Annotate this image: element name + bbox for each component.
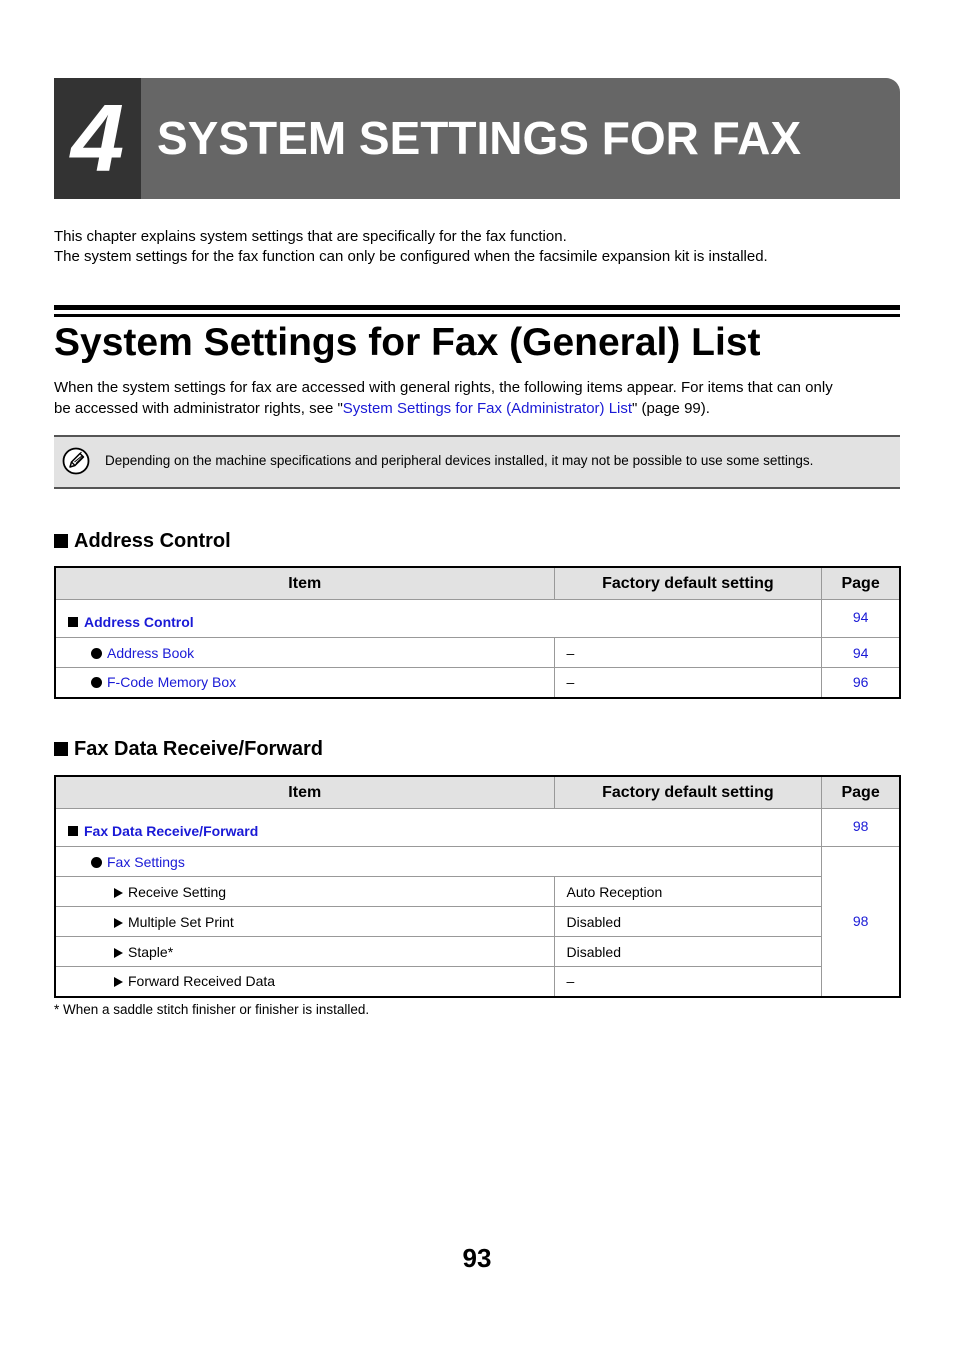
table-row [55,877,900,907]
item-label: Forward Received Data [128,973,276,990]
default-cell: – [554,967,822,997]
triangle-bullet-icon [114,948,123,958]
pencil-icon [62,447,90,475]
column-header-item: Item [55,567,554,600]
administrator-list-link[interactable]: System Settings for Fax (Administrator) List [342,400,633,417]
triangle-bullet-icon [114,977,123,987]
section-text-before-link: be accessed with administrator rights, see " [54,400,343,417]
default-cell: Auto Reception [554,877,822,907]
triangle-bullet-icon [114,888,123,898]
item-cell [55,967,554,997]
f-code-memory-box-link[interactable]: F-Code Memory Box [107,674,237,691]
table-row [55,809,900,847]
bullet-icon [91,648,102,659]
item-cell [55,638,554,668]
fax-settings-link[interactable]: Fax Settings [107,853,185,870]
group-cell [55,600,822,638]
square-bullet-icon [68,826,78,836]
table-row [55,937,900,967]
default-cell: – [554,638,822,668]
chapter-title: SYSTEM SETTINGS FOR FAX [157,112,802,164]
section-text-line-1: When the system settings for fax are accessed with general rights, the following items appear. For items that can only [54,379,833,396]
column-header-page: Page [822,776,900,809]
page-link[interactable]: 98 [822,809,900,847]
column-header-default: Factory default setting [554,567,822,600]
item-cell [55,877,554,907]
square-bullet-icon [54,534,68,548]
address-control-table [54,566,901,699]
table-row [55,967,900,997]
address-control-heading-text: Address Control [74,530,231,552]
table-header-row [55,776,900,809]
default-cell: – [554,668,822,698]
bullet-icon [91,857,102,868]
table-row [55,668,900,698]
item-cell [55,907,554,937]
chapter-number: 4 [70,85,125,192]
column-header-page: Page [822,567,900,600]
item-label: Receive Setting [128,883,227,900]
fax-data-receive-forward-link[interactable]: Fax Data Receive/Forward [84,822,259,839]
bullet-icon [91,677,102,688]
fax-data-heading [54,736,323,762]
item-cell [55,937,554,967]
page-link[interactable]: 94 [822,600,900,638]
table-header-row [55,567,900,600]
section-text-after-link: " (page 99). [632,400,710,417]
page-number: 93 [462,1243,492,1273]
group-cell [55,809,822,847]
item-label: Staple* [128,943,174,960]
item-label: Multiple Set Print [128,913,234,930]
table-row [55,638,900,668]
note-text: Depending on the machine specifications and peripheral devices installed, it may not be possible to use some settings. [105,453,814,468]
table-row [55,600,900,638]
fax-data-table [54,775,901,998]
triangle-bullet-icon [114,918,123,928]
footnote: * When a saddle stitch finisher or finisher is installed. [54,1002,370,1017]
intro-line-1: This chapter explains system settings that are specifically for the fax function. [54,228,567,245]
sub-group-cell [55,847,822,877]
section-description [54,377,900,419]
intro-line-2: The system settings for the fax function can only be configured when the facsimile expansion kit is installed. [54,248,768,265]
section-text-line-2 [54,398,900,419]
section-title: System Settings for Fax (General) List [54,321,761,364]
square-bullet-icon [54,742,68,756]
address-control-heading [54,528,231,554]
column-header-default: Factory default setting [554,776,822,809]
default-cell: Disabled [554,907,822,937]
page-link[interactable]: 96 [822,668,900,698]
default-cell: Disabled [554,937,822,967]
fax-data-heading-text: Fax Data Receive/Forward [74,738,323,760]
table-row [55,907,900,937]
section-rule-thick [54,305,900,310]
address-book-link[interactable]: Address Book [107,644,195,661]
chapter-intro [54,227,900,267]
column-header-item: Item [55,776,554,809]
item-cell [55,668,554,698]
page-link[interactable]: 94 [822,638,900,668]
page-link[interactable]: 98 [822,847,900,997]
table-row [55,847,900,877]
address-control-link[interactable]: Address Control [84,613,194,630]
square-bullet-icon [68,617,78,627]
